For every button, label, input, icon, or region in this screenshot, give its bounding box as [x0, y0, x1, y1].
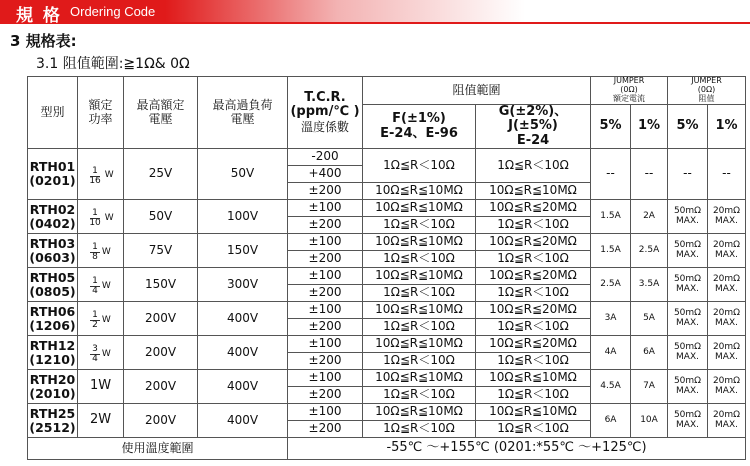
- header-pct5-resistance: 5%: [668, 105, 708, 149]
- cell-gj-range: 1Ω≦R＜10Ω: [476, 421, 591, 438]
- power-fraction: [87, 167, 113, 186]
- cell-jumper-current-1: 10A: [631, 404, 668, 438]
- type-size: (2512): [29, 419, 76, 435]
- spec-table-footer: [28, 438, 746, 460]
- power-unit: W: [104, 212, 114, 223]
- cell-f-range: 10Ω≦R≦10MΩ: [363, 404, 476, 421]
- type-code: RTH25: [29, 405, 76, 421]
- cell-gj-range: 1Ω≦R＜10Ω: [476, 251, 591, 268]
- cell-gj-range: 1Ω≦R＜10Ω: [476, 319, 591, 336]
- header-gj-tol: G(±2%)、J(±5%): [498, 104, 568, 134]
- cell-f-range: 10Ω≦R≦10MΩ: [363, 234, 476, 251]
- type-code: RTH12: [29, 337, 76, 353]
- header-pct1-resistance: 1%: [708, 105, 746, 149]
- type-size: (0805): [29, 283, 76, 299]
- cell-f-range: 1Ω≦R＜10Ω: [363, 421, 476, 438]
- cell-tcr: ±100: [288, 200, 363, 217]
- header-tcr-sub: 溫度係數: [300, 120, 349, 135]
- cell-power: [78, 200, 124, 234]
- power-denominator: 2: [92, 320, 98, 330]
- cell-jumper-current-5: 1.5A: [591, 200, 631, 234]
- cell-gj-range: 10Ω≦R≦20MΩ: [476, 234, 591, 251]
- spec-table: [27, 76, 746, 460]
- cell-type: [28, 336, 78, 370]
- power-unit: W: [101, 348, 111, 359]
- cell-f-range: 1Ω≦R＜10Ω: [363, 353, 476, 370]
- cell-voltage: 200V: [124, 404, 198, 438]
- cell-power: 2W: [78, 404, 124, 438]
- cell-f-range: 10Ω≦R≦10MΩ: [363, 268, 476, 285]
- power-numerator: 1: [92, 208, 98, 218]
- header-range: 阻值範圍: [363, 77, 591, 105]
- cell-voltage: 75V: [124, 234, 198, 268]
- type-code: RTH05: [29, 269, 76, 285]
- power-denominator: 10: [89, 218, 101, 228]
- cell-f-range: 10Ω≦R≦10MΩ: [363, 336, 476, 353]
- type-size: (1206): [29, 317, 76, 333]
- cell-jumper-current-1: 5A: [631, 302, 668, 336]
- cell-voltage: 200V: [124, 336, 198, 370]
- cell-tcr: ±200: [288, 183, 363, 200]
- cell-gj-range: 10Ω≦R≦20MΩ: [476, 302, 591, 319]
- cell-jumper-resistance-1: 20mΩ MAX.: [708, 336, 746, 370]
- spec-table-body-rest: [28, 200, 746, 438]
- banner-underline: [0, 22, 750, 24]
- power-denominator: 16: [89, 175, 101, 186]
- cell-power: 1W: [78, 370, 124, 404]
- type-size: (2010): [29, 385, 76, 401]
- cell-voltage: 200V: [124, 302, 198, 336]
- cell-tcr: +400: [288, 166, 363, 183]
- power-fraction: [90, 243, 111, 262]
- power-numerator: 1: [92, 276, 98, 286]
- power-denominator: 8: [92, 252, 98, 262]
- header-max-voltage: [124, 77, 198, 149]
- header-gj-tolerance: [476, 105, 591, 149]
- header-f-tolerance: [363, 105, 476, 149]
- power-denominator: 4: [92, 286, 98, 296]
- header-max-overload: [198, 77, 288, 149]
- cell-jumper-resistance-5: 50mΩ MAX.: [668, 302, 708, 336]
- cell-gj-range: 10Ω≦R≦10MΩ: [476, 370, 591, 387]
- power-fraction: [90, 345, 111, 364]
- header-jumper2-title: JUMPER: [691, 76, 722, 86]
- cell-jumper-resistance-1: 20mΩ MAX.: [708, 268, 746, 302]
- type-code: RTH01: [29, 159, 76, 175]
- cell-jumper-resistance-5: 50mΩ MAX.: [668, 200, 708, 234]
- cell-gj-range: 1Ω≦R＜10Ω: [476, 353, 591, 370]
- power-unit: W: [101, 246, 111, 257]
- cell-tcr: ±100: [288, 234, 363, 251]
- cell-tcr: ±200: [288, 319, 363, 336]
- cell-jumper-current-5: --: [591, 149, 631, 200]
- cell-jumper-current-1: 7A: [631, 370, 668, 404]
- cell-f-range: 1Ω≦R＜10Ω: [363, 251, 476, 268]
- cell-type: [28, 370, 78, 404]
- header-jumper-resistance: [668, 77, 746, 105]
- header-jumper1-title: JUMPER: [613, 76, 645, 86]
- type-size: (0603): [29, 249, 76, 265]
- cell-jumper-current-5: 4A: [591, 336, 631, 370]
- header-jumper2-ohm: (0Ω): [697, 85, 716, 95]
- header-max-overload-text: 最高過負荷電壓: [212, 98, 273, 126]
- cell-f-range: 1Ω≦R＜10Ω: [363, 217, 476, 234]
- spec-table-body: [28, 149, 746, 200]
- cell-power: [78, 302, 124, 336]
- cell-jumper-resistance-5: 50mΩ MAX.: [668, 370, 708, 404]
- cell-f-range: 1Ω≦R＜10Ω: [363, 319, 476, 336]
- banner-subtitle: Ordering Code: [70, 4, 156, 19]
- cell-voltage: 150V: [124, 268, 198, 302]
- cell-power: [78, 234, 124, 268]
- type-code: RTH06: [29, 303, 76, 319]
- power-fraction: [90, 311, 111, 330]
- header-tcr-title: T.C.R.: [304, 89, 346, 105]
- section-number: 3: [10, 32, 21, 50]
- cell-type: [28, 234, 78, 268]
- cell-jumper-resistance-1: 20mΩ MAX.: [708, 404, 746, 438]
- header-jumper1-ohm: (0Ω): [620, 85, 638, 95]
- cell-overload: 100V: [198, 200, 288, 234]
- cell-overload: 400V: [198, 370, 288, 404]
- cell-overload: 150V: [198, 234, 288, 268]
- cell-type: [28, 268, 78, 302]
- header-gj-series: E-24: [516, 132, 550, 148]
- cell-jumper-resistance-1: 20mΩ MAX.: [708, 200, 746, 234]
- cell-jumper-resistance-1: 20mΩ MAX.: [708, 302, 746, 336]
- cell-tcr: ±200: [288, 421, 363, 438]
- subsection-heading: 3.1 阻值範圍:≧1Ω& 0Ω: [36, 56, 190, 72]
- power-numerator: 1: [92, 165, 98, 176]
- cell-gj-range: 1Ω≦R＜10Ω: [476, 217, 591, 234]
- header-tcr: [288, 77, 363, 149]
- cell-tcr: ±100: [288, 336, 363, 353]
- cell-tcr: ±100: [288, 370, 363, 387]
- power-unit: W: [101, 314, 111, 325]
- cell-jumper-current-5: 6A: [591, 404, 631, 438]
- cell-jumper-current-1: 2A: [631, 200, 668, 234]
- banner-title: 規 格: [16, 6, 62, 26]
- cell-jumper-resistance-5: 50mΩ MAX.: [668, 268, 708, 302]
- cell-type: [28, 302, 78, 336]
- type-size: (0402): [29, 215, 76, 231]
- type-size: (0201): [29, 173, 76, 188]
- type-code: RTH20: [29, 371, 76, 387]
- type-code: RTH02: [29, 201, 76, 217]
- section-title: 規格表:: [25, 32, 77, 50]
- header-power: [78, 77, 124, 149]
- cell-type: [28, 200, 78, 234]
- cell-gj-range: 10Ω≦R≦20MΩ: [476, 268, 591, 285]
- header-power-text: 額定功率: [88, 98, 113, 126]
- cell-jumper-current-1: 3.5A: [631, 268, 668, 302]
- cell-jumper-resistance-5: 50mΩ MAX.: [668, 234, 708, 268]
- cell-tcr: ±200: [288, 285, 363, 302]
- cell-jumper-current-1: 6A: [631, 336, 668, 370]
- cell-gj-range: 10Ω≦R≦20MΩ: [476, 200, 591, 217]
- cell-tcr: ±200: [288, 353, 363, 370]
- cell-gj-range: 10Ω≦R≦20MΩ: [476, 336, 591, 353]
- cell-jumper-current-1: --: [631, 149, 668, 200]
- cell-gj-range: 1Ω≦R＜10Ω: [476, 149, 591, 183]
- cell-overload: 400V: [198, 302, 288, 336]
- cell-tcr: ±100: [288, 302, 363, 319]
- header-f-tol: F(±1%): [392, 111, 446, 127]
- cell-f-range: 10Ω≦R≦10MΩ: [363, 183, 476, 200]
- power-denominator: 4: [92, 354, 98, 364]
- power-numerator: 3: [92, 344, 98, 354]
- type-size: (1210): [29, 351, 76, 367]
- footer-value: -55℃ ～+155℃ (0201:*55℃ ～+125℃): [288, 438, 746, 460]
- cell-jumper-resistance-5: --: [668, 149, 708, 200]
- cell-power: [78, 268, 124, 302]
- cell-gj-range: 1Ω≦R＜10Ω: [476, 387, 591, 404]
- cell-gj-range: 10Ω≦R≦10MΩ: [476, 404, 591, 421]
- footer-label: 使用溫度範圍: [28, 438, 288, 460]
- cell-jumper-resistance-1: 20mΩ MAX.: [708, 370, 746, 404]
- cell-tcr: ±200: [288, 251, 363, 268]
- cell-tcr: -200: [288, 149, 363, 166]
- cell-voltage: 50V: [124, 200, 198, 234]
- header-f-series: E-24、E-96: [380, 125, 458, 141]
- cell-f-range: 1Ω≦R＜10Ω: [363, 387, 476, 404]
- cell-gj-range: 1Ω≦R＜10Ω: [476, 285, 591, 302]
- type-code: RTH03: [29, 235, 76, 251]
- header-max-voltage-text: 最高額定電壓: [136, 98, 185, 126]
- power-fraction: [87, 209, 113, 228]
- cell-jumper-current-5: 1.5A: [591, 234, 631, 268]
- cell-type: [28, 404, 78, 438]
- header-type: 型別: [28, 77, 78, 149]
- cell-type: [28, 149, 78, 200]
- cell-tcr: ±200: [288, 217, 363, 234]
- cell-power: [78, 149, 124, 200]
- cell-jumper-resistance-1: --: [708, 149, 746, 200]
- cell-jumper-resistance-1: 20mΩ MAX.: [708, 234, 746, 268]
- header-jumper1-sub: 額定電流: [613, 93, 646, 103]
- section-banner: [0, 0, 750, 26]
- cell-voltage: 25V: [124, 149, 198, 200]
- header-pct5-current: 5%: [591, 105, 631, 149]
- power-fraction: [90, 277, 111, 296]
- header-tcr-unit: (ppm/℃ ): [290, 103, 360, 119]
- power-unit: W: [104, 170, 114, 181]
- cell-gj-range: 10Ω≦R≦10MΩ: [476, 183, 591, 200]
- cell-f-range: 10Ω≦R≦10MΩ: [363, 200, 476, 217]
- cell-jumper-current-1: 2.5A: [631, 234, 668, 268]
- cell-overload: 300V: [198, 268, 288, 302]
- cell-tcr: ±100: [288, 268, 363, 285]
- power-unit: W: [101, 280, 111, 291]
- cell-overload: 400V: [198, 404, 288, 438]
- power-numerator: 1: [92, 242, 98, 252]
- cell-f-range: 10Ω≦R≦10MΩ: [363, 302, 476, 319]
- cell-jumper-current-5: 4.5A: [591, 370, 631, 404]
- cell-voltage: 200V: [124, 370, 198, 404]
- cell-overload: 50V: [198, 149, 288, 200]
- section-heading: [10, 30, 77, 51]
- power-numerator: 1: [92, 310, 98, 320]
- header-pct1-current: 1%: [631, 105, 668, 149]
- cell-overload: 400V: [198, 336, 288, 370]
- header-jumper-current: [591, 77, 668, 105]
- cell-jumper-current-5: 2.5A: [591, 268, 631, 302]
- cell-jumper-current-5: 3A: [591, 302, 631, 336]
- cell-f-range: 1Ω≦R＜10Ω: [363, 149, 476, 183]
- cell-f-range: 1Ω≦R＜10Ω: [363, 285, 476, 302]
- cell-tcr: ±100: [288, 404, 363, 421]
- cell-power: [78, 336, 124, 370]
- cell-tcr: ±200: [288, 387, 363, 404]
- cell-f-range: 10Ω≦R≦10MΩ: [363, 370, 476, 387]
- header-jumper2-sub: 阻值: [698, 93, 715, 103]
- cell-jumper-resistance-5: 50mΩ MAX.: [668, 404, 708, 438]
- cell-jumper-resistance-5: 50mΩ MAX.: [668, 336, 708, 370]
